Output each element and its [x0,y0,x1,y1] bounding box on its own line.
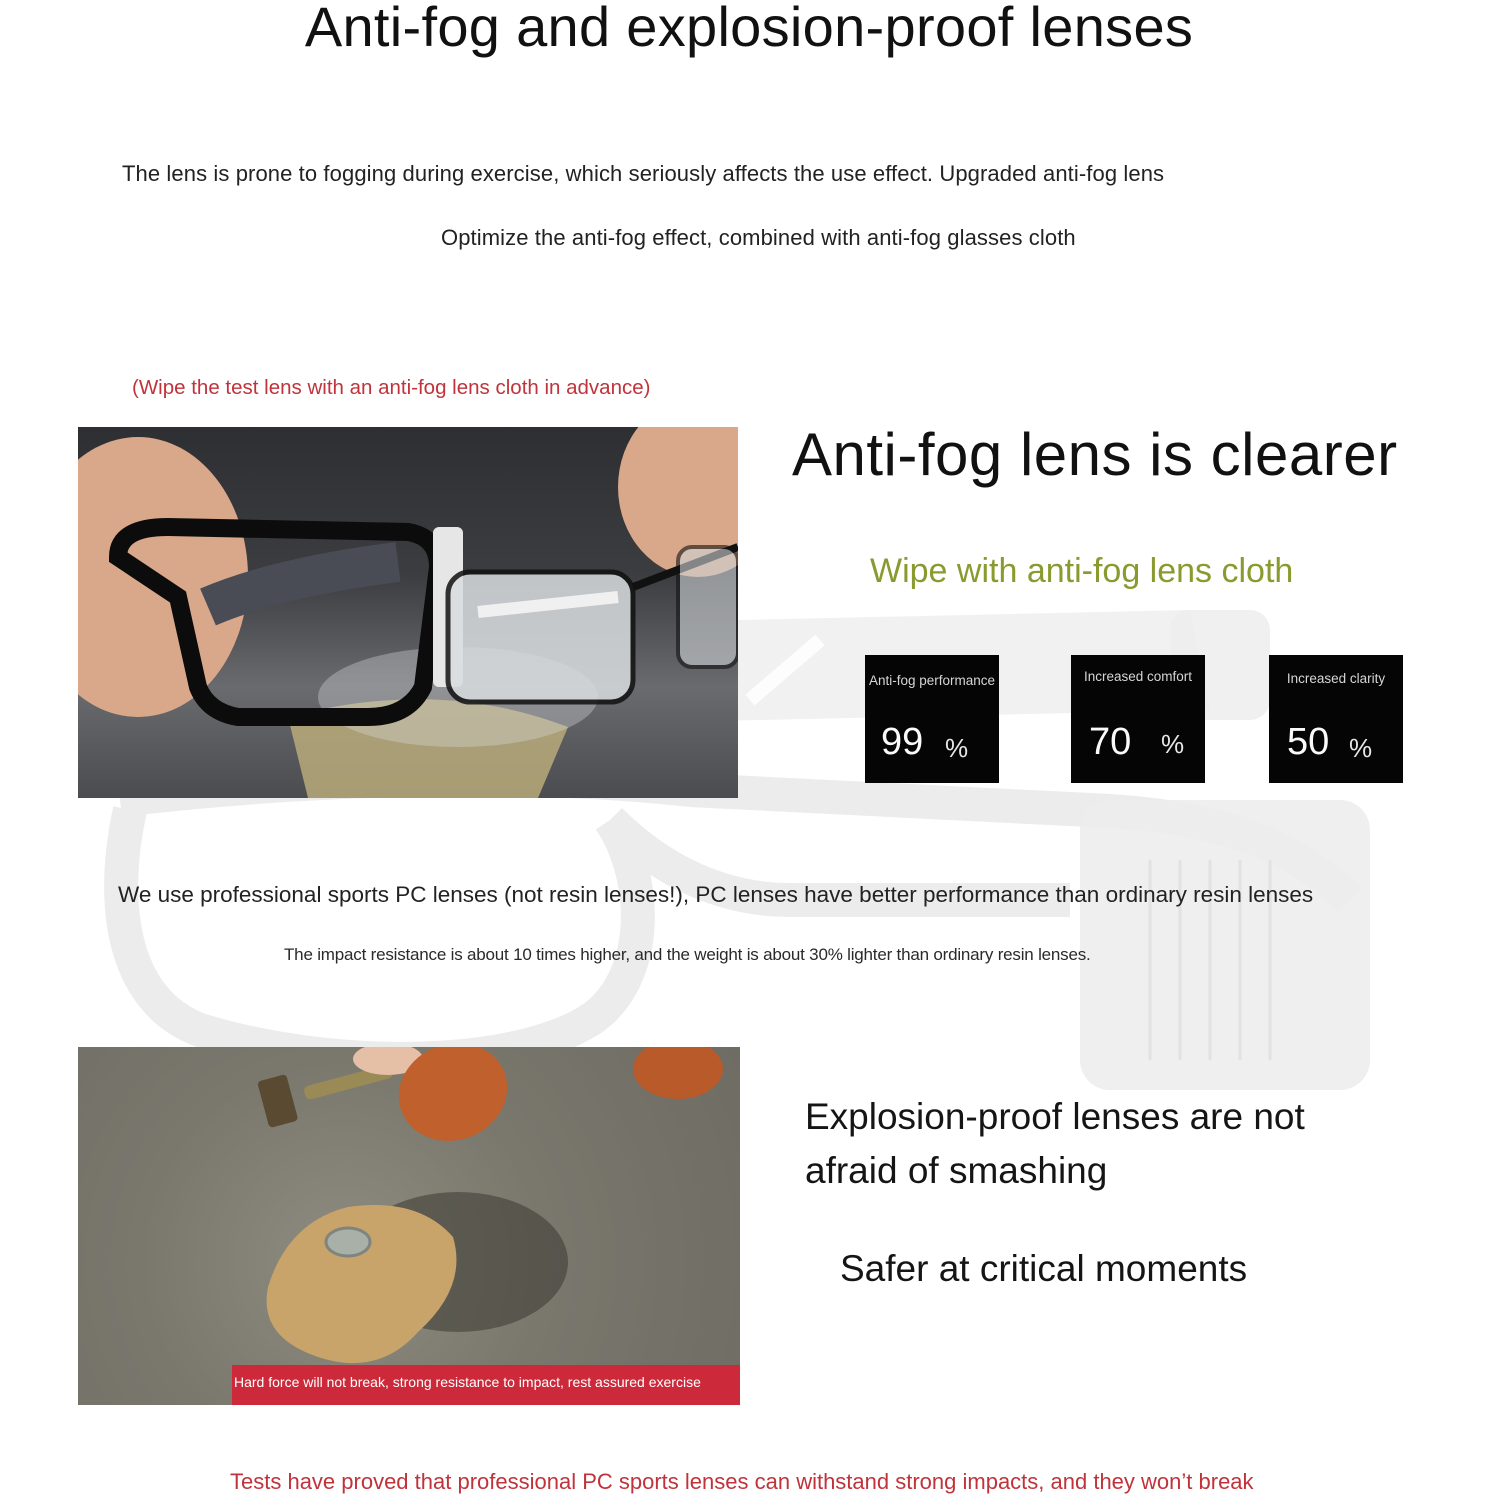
stat-label: Increased comfort [1083,669,1193,684]
footer-statement: Tests have proved that professional PC sports lenses can withstand strong impacts, and they won’t break [230,1469,1254,1494]
smash-test-photo [78,1047,740,1405]
stat-unit: % [945,733,969,763]
antifog-heading: Anti-fog lens is clearer [792,421,1398,488]
smash-test-illustration [78,1047,740,1405]
photo-caption: Hard force will not break, strong resistance to impact, rest assured exercise [234,1374,701,1390]
stat-value: 99 [881,721,924,763]
stat-value: 50 [1287,721,1330,763]
intro-text-line-2: Optimize the anti-fog effect, combined with anti-fog glasses cloth [441,225,1076,250]
stat-label: Increased clarity [1286,671,1386,686]
antifog-demo-illustration [78,427,738,798]
stat-antifog-performance [865,655,999,783]
stat-unit: % [1349,733,1373,763]
intro-text-line-1: The lens is prone to fogging during exercise, which seriously affects the use effect. Upgraded anti-fog lens [122,161,1165,186]
stat-label: Anti-fog performance [868,673,996,688]
explosion-proof-heading: Explosion-proof lenses are not afraid of smashing [805,1096,1305,1191]
page-title: Anti-fog and explosion-proof lenses [304,0,1194,58]
explosion-proof-subheading: Safer at critical moments [840,1248,1248,1289]
antifog-subheading: Wipe with anti-fog lens cloth [870,552,1294,590]
pc-lens-description: We use professional sports PC lenses (not resin lenses!), PC lenses have better performance than ordinary resin lenses [118,882,1314,907]
stat-increased-comfort [1071,655,1205,783]
antifog-demo-photo [78,427,738,798]
stat-value: 70 [1089,721,1132,763]
pc-lens-detail: The impact resistance is about 10 times higher, and the weight is about 30% lighter than ordinary resin lenses. [284,945,1091,964]
stat-increased-clarity [1269,655,1403,783]
antifog-test-note: (Wipe the test lens with an anti-fog lens cloth in advance) [132,376,651,399]
stat-unit: % [1161,729,1185,759]
